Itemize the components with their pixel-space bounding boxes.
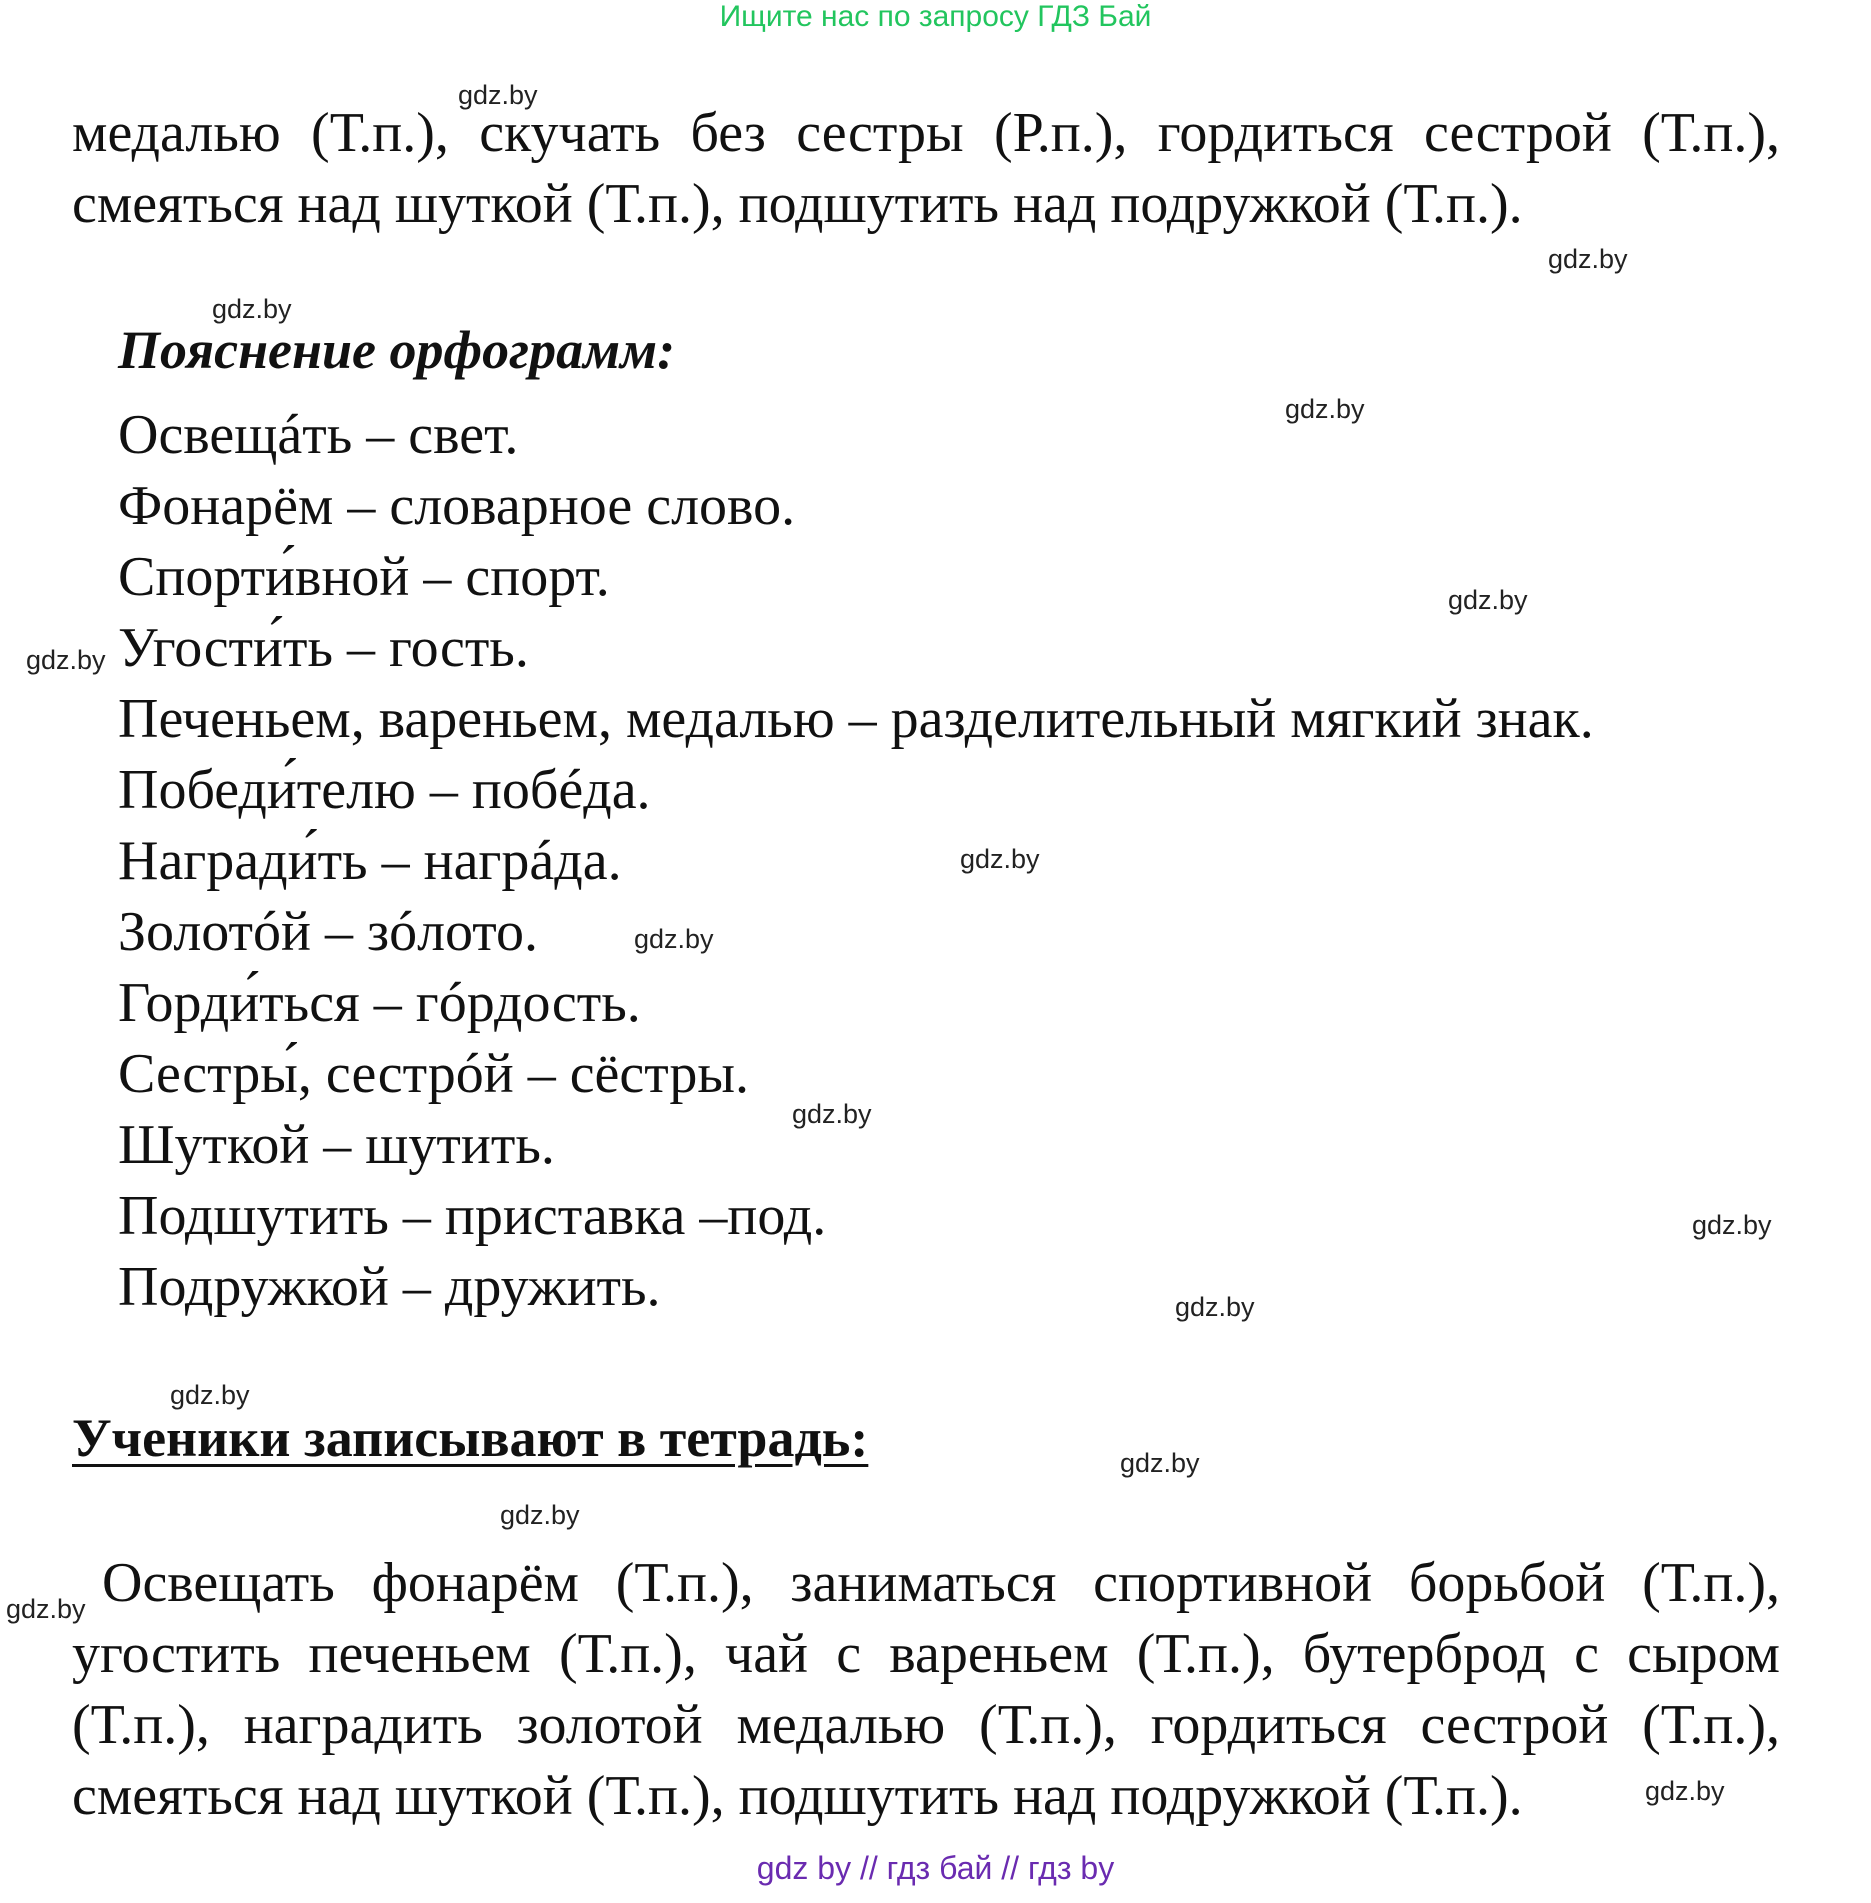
- watermark: gdz.by: [6, 1594, 86, 1624]
- watermark: gdz.by: [1692, 1210, 1772, 1240]
- watermark: gdz.by: [634, 924, 714, 954]
- watermark: gdz.by: [1120, 1448, 1200, 1478]
- explanation-item: Золотóй – зóлото.: [118, 901, 539, 963]
- explanation-item: Подшутить – приставка –под.: [118, 1185, 827, 1247]
- watermark: gdz.by: [960, 844, 1040, 874]
- watermark: gdz.by: [170, 1380, 250, 1410]
- explanation-item: Освещáть – свет.: [118, 404, 519, 466]
- explanation-item: Шуткой – шутить.: [118, 1114, 555, 1176]
- watermark: gdz.by: [792, 1099, 872, 1129]
- notebook-paragraph: [72, 1548, 1780, 1832]
- explanation-item: Подружкой – дружить.: [118, 1256, 661, 1318]
- watermark: gdz.by: [1645, 1776, 1725, 1806]
- explanation-item: Спорти́вной – спорт.: [118, 546, 610, 608]
- watermark: gdz.by: [1548, 244, 1628, 274]
- paragraph-line: смеяться над шуткой (Т.п.), подшутить над подружкой (Т.п.).: [72, 1765, 1523, 1827]
- explanation-item: Сестры́, сестрóй – сёстры.: [118, 1043, 750, 1105]
- watermark: gdz.by: [26, 645, 106, 675]
- paragraph-line: медалью (Т.п.), скучать без сестры (Р.п.), гордиться сестрой (Т.п.),: [72, 102, 1780, 164]
- top-paragraph: [72, 98, 1780, 240]
- notebook-heading: Ученики записывают в тетрадь:: [72, 1408, 869, 1468]
- watermark: gdz.by: [1285, 394, 1365, 424]
- watermark: gdz.by: [500, 1500, 580, 1530]
- explanation-item: Угости́ть – гость.: [118, 617, 529, 679]
- explanation-list: [118, 400, 1594, 1323]
- paragraph-line: угостить печеньем (Т.п.), чай с вареньем (Т.п.), бутерброд с сыром: [72, 1623, 1780, 1685]
- explanation-item: Награди́ть – нагрáда.: [118, 830, 622, 892]
- paragraph-line: (Т.п.), наградить золотой медалью (Т.п.), гордиться сестрой (Т.п.),: [72, 1694, 1780, 1756]
- watermark: gdz.by: [1448, 585, 1528, 615]
- watermark: gdz.by: [458, 80, 538, 110]
- top-banner: Ищите нас по запросу ГДЗ Бай: [719, 0, 1152, 33]
- footer-links: gdz by // гдз бай // гдз by: [756, 1850, 1115, 1886]
- explanation-item: Победи́телю – побéда.: [118, 759, 651, 821]
- explanation-item: Фонарём – словарное слово.: [118, 475, 796, 537]
- watermark: gdz.by: [1175, 1292, 1255, 1322]
- paragraph-line: смеяться над шуткой (Т.п.), подшутить над подружкой (Т.п.).: [72, 173, 1523, 235]
- watermark: gdz.by: [212, 294, 292, 324]
- explanation-heading: Пояснение орфограмм:: [118, 320, 676, 380]
- paragraph-line: Освещать фонарём (Т.п.), заниматься спортивной борьбой (Т.п.),: [102, 1552, 1780, 1614]
- explanation-item: Горди́ться – гóрдость.: [118, 972, 641, 1034]
- explanation-item: Печеньем, вареньем, медалью – разделительный мягкий знак.: [118, 688, 1594, 750]
